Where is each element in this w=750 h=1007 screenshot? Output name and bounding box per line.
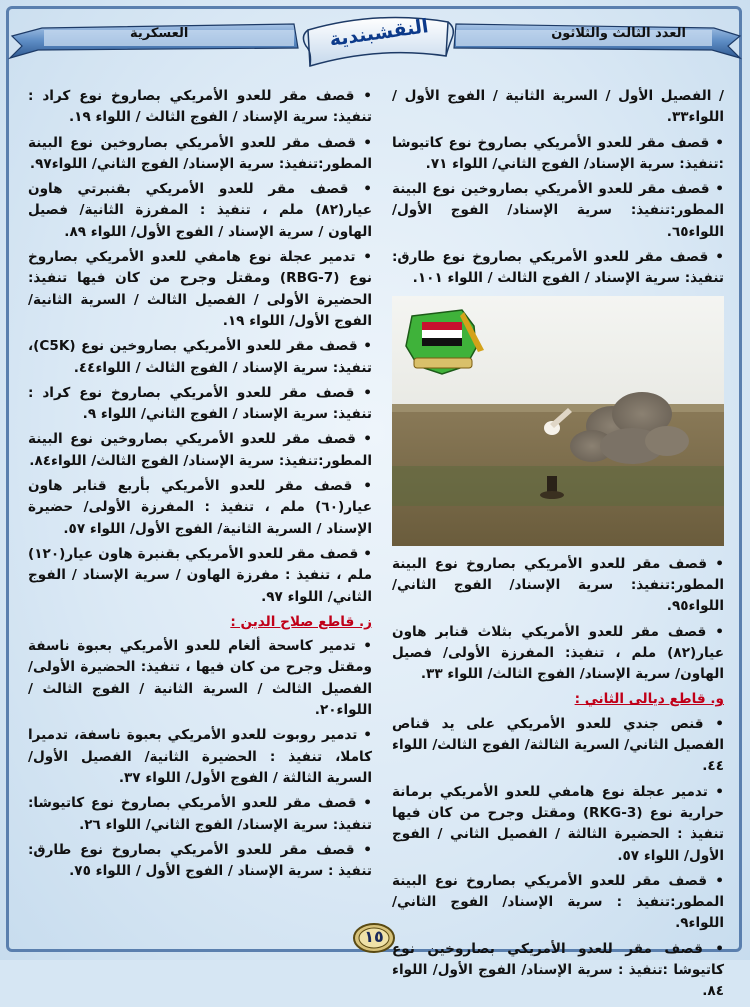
list-item: • قصف مقر للعدو الأمريكي بصاروخ نوع طارق: تنفيذ : سرية الإسناد / الفوج الأول / اللواء ٧٥. xyxy=(28,841,372,880)
list-item: / الفصيل الأول / السرية الثانية / الفوج الأول / اللواء٣٣. xyxy=(392,88,724,126)
list-item: • تدمير عجلة نوع هامفي للعدو الأمريكي برمانة حرارية نوع (RKG-3) ومقتل وجرح من كان فيها تنفيذ : الحضيرة الثالثة / الفصيل الثاني / الفوج الأول/ اللواء ٥٧. xyxy=(392,783,725,864)
section-label: العسكرية xyxy=(130,26,189,41)
page-title: النقشبندية xyxy=(328,15,430,51)
list-item: • قصف مقر للعدو الأمريكي بصاروخين نوع البينة المطور:تنفيذ: سرية الإسناد/ الفوج الثاني/ اللواء٩٧. xyxy=(28,134,372,172)
list-item: • قصف مقر للعدو الأمريكي بصاروخ نوع كراد : تنفيذ: سرية الإسناد / الفوج الثالث / اللواء ١٩. xyxy=(28,88,372,126)
page-number: ١٥ xyxy=(364,927,384,946)
list-item: • قصف مقر للعدو الأمريكي بصاروخ نوع البينة المطور:تنفيذ: سرية الإسناد/ الفوج الثاني/ اللواء٩٥. xyxy=(392,555,724,615)
list-item: • قنص جندي للعدو الأمريكي على يد قناص الفصيل الثاني/ السرية الثالثة/ الفوج الثالث/ اللواء ٤٤. xyxy=(392,715,724,775)
list-item: • قصف مقر للعدو الأمريكي بصاروخ نوع طارق: تنفيذ: سرية الإسناد / الفوج الثالث / اللواء ١٠١. xyxy=(392,249,724,287)
list-item: • قصف مقر للعدو الأمريكي بقنبرتي هاون عيار(٨٢) ملم ، تنفيذ : المفرزة الثانية/ فصيل الهاون / سرية الإسناد / الفوج الأول/ اللواء ٨٩. xyxy=(28,181,372,240)
list-item: • قصف مقر للعدو الأمريكي بصاروخين نوع البينة المطور:تنفيذ: سرية الإسناد/ الفوج الأول/ اللواء٦٥. xyxy=(392,181,724,240)
section-heading-diyala: و. قاطع ديالى الثاني : xyxy=(574,691,724,708)
right-column xyxy=(392,86,724,1007)
list-item: • قصف مقر للعدو الأمريكي بصاروخ نوع كاتيوشا: تنفيذ: سرية الإسناد/ الفوج الثاني/ اللواء ٢٦. xyxy=(28,795,372,833)
list-item: • قصف مقر للعدو الأمريكي بصاروخين نوع كاتيوشا :تنفيذ : سرية الإسناد/ الفوج الأول/ اللواء ٨٤. xyxy=(392,940,724,1000)
list-item: • تدمير عجلة نوع هامفي للعدو الأمريكي بصاروخ نوع (RBG-7) ومقتل وجرح من كان فيها تنفيذ: الحضيرة الأولى / الفصيل الثالث / السرية الثانية/ الفوج الأول/ اللواء ١٩. xyxy=(28,249,372,329)
list-item: • تدمير كاسحة ألغام للعدو الأمريكي بعبوة ناسفة ومقتل وجرح من كان فيها ، تنفيذ: الحضيرة الأولى/ الفصيل الثالث / السرية الثانية / الفوج الثالث / اللواء٢٠. xyxy=(28,638,372,719)
list-item: • قصف مقر للعدو الأمريكي بثلاث قنابر هاون عيار(٨٢) ملم ، تنفيذ: المفرزة الأولى/ فصيل الهاون/ سرية الإسناد/ الفوج الثالث/ اللواء ٣٣. xyxy=(392,623,724,683)
list-item: • قصف مقر للعدو الأمريكي بصاروخ نوع كاتيوشا :تنفيذ: سرية الإسناد/ الفوج الثاني/ اللواء ٧١. xyxy=(392,134,724,172)
rocket-launch-photo xyxy=(392,296,724,546)
section-heading-salahaddin: ز. قاطع صلاح الدين : xyxy=(230,613,372,630)
left-column xyxy=(28,86,372,886)
list-item: • قصف مقر للعدو الأمريكي بقنبرة هاون عيار(١٢٠) ملم ، تنفيذ : مفرزة الهاون / سرية الإسناد / الفوج الثاني/ اللواء ٩٧. xyxy=(28,545,372,605)
list-item: • قصف مقر للعدو الأمريكي بصاروخ نوع كراد : تنفيذ: سرية الإسناد / الفوج الثاني/ اللواء ٩. xyxy=(28,384,372,423)
list-item: • قصف مقر للعدو الأمريكي بصاروخين نوع البينة المطور:تنفيذ: سرية الإسناد/ الفوج الثالث/ اللواء٨٤. xyxy=(28,431,372,469)
list-item: • تدمير روبوت للعدو الأمريكي بعبوة ناسفة، تدميرا كاملا، تنفيذ : الحضيرة الثانية/ الفصيل الأول/ السرية الثالثة / الفوج الأول/ اللواء ٣٧. xyxy=(28,727,372,786)
issue-label: العدد الثالث والثلاثون xyxy=(551,26,686,41)
list-item: • قصف مقر للعدو الأمريكي بصاروخين نوع (C5K)، تنفيذ: سرية الإسناد / الفوج الثالث / اللواء٤٤. xyxy=(28,338,372,376)
list-item: • قصف مقر للعدو الأمريكي بأربع قنابر هاون عيار(٦٠) ملم ، تنفيذ : المفرزة الأولى/ حضيرة الإسناد / السرية الثانية/ الفوج الأول/ اللواء ٥٧. xyxy=(28,478,372,537)
list-item: • قصف مقر للعدو الأمريكي بصاروخ نوع البينة المطور:تنفيذ : سرية الإسناد/ الفوج الثاني/ اللواء٩. xyxy=(392,872,724,932)
